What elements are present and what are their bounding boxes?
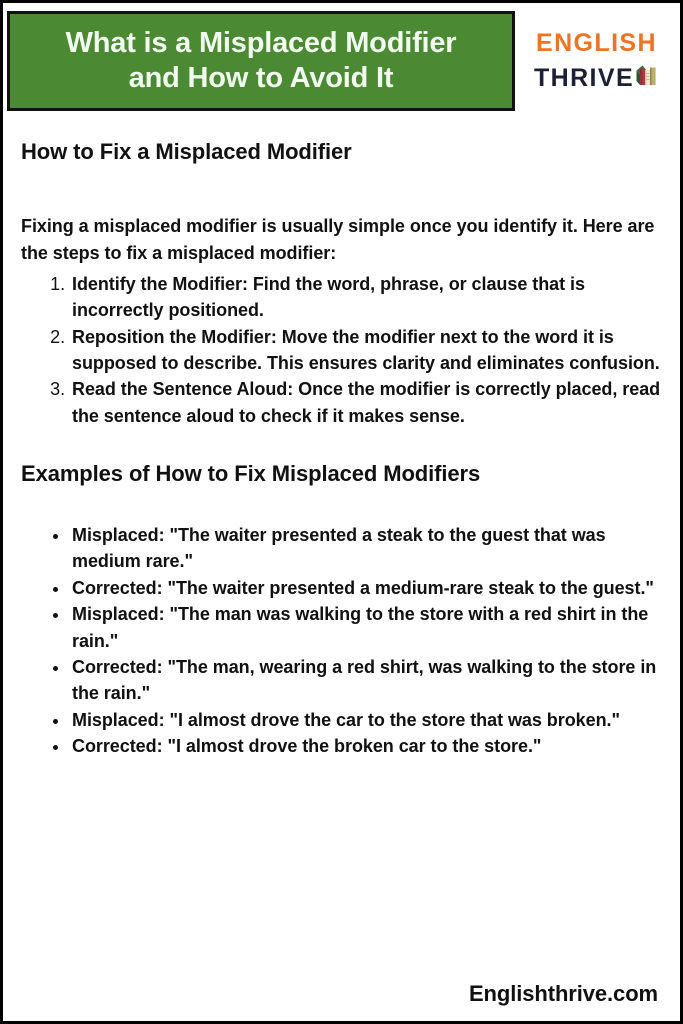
list-item: • Corrected: "The waiter presented a medium-rare steak to the guest."	[70, 575, 664, 601]
intro-paragraph: Fixing a misplaced modifier is usually simple once you identify it. Here are the steps to fix a misplaced modifier:	[21, 216, 655, 264]
list-item: • Corrected: "The man, wearing a red shirt, was walking to the store in the rain."	[70, 654, 664, 707]
list-item: • Misplaced: "I almost drove the car to the store that was broken."	[70, 707, 664, 733]
title-banner	[7, 11, 515, 111]
brand-logo	[515, 11, 674, 111]
footer-site-name: Englishthrive.com	[468, 981, 658, 1006]
section-heading-examples: Examples of How to Fix Misplaced Modifiers	[21, 461, 481, 487]
page-title	[56, 26, 467, 97]
logo-word-english: ENGLISH	[536, 29, 657, 57]
list-item: • Corrected: "I almost drove the broken car to the store."	[70, 733, 664, 759]
content-body	[3, 139, 680, 760]
examples-list	[18, 522, 664, 760]
list-item: • Misplaced: "The waiter presented a steak to the guest that was medium rare."	[70, 522, 664, 575]
section-heading-how-to-fix: How to Fix a Misplaced Modifier	[21, 139, 352, 164]
list-item: 1. Identify the Modifier: Find the word, phrase, or clause that is incorrectly positioned.	[70, 271, 664, 324]
page-title-line-2: and How to Avoid It	[128, 62, 394, 94]
steps-list	[18, 271, 664, 430]
header	[3, 3, 680, 119]
list-item: 2. Reposition the Modifier: Move the modifier next to the word it is supposed to describe. This ensures clarity and eliminates confusion.	[70, 324, 664, 377]
logo-word-thrive: THRIVE	[533, 64, 635, 92]
books-icon	[635, 61, 659, 92]
list-item: 3. Read the Sentence Aloud: Once the modifier is correctly placed, read the sentence aloud to check if it makes sense.	[70, 376, 664, 429]
list-item: • Misplaced: "The man was walking to the store with a red shirt in the rain."	[70, 601, 664, 654]
page-title-line-1: What is a Misplaced Modifier	[65, 26, 457, 59]
logo-bottom-row	[534, 61, 659, 91]
